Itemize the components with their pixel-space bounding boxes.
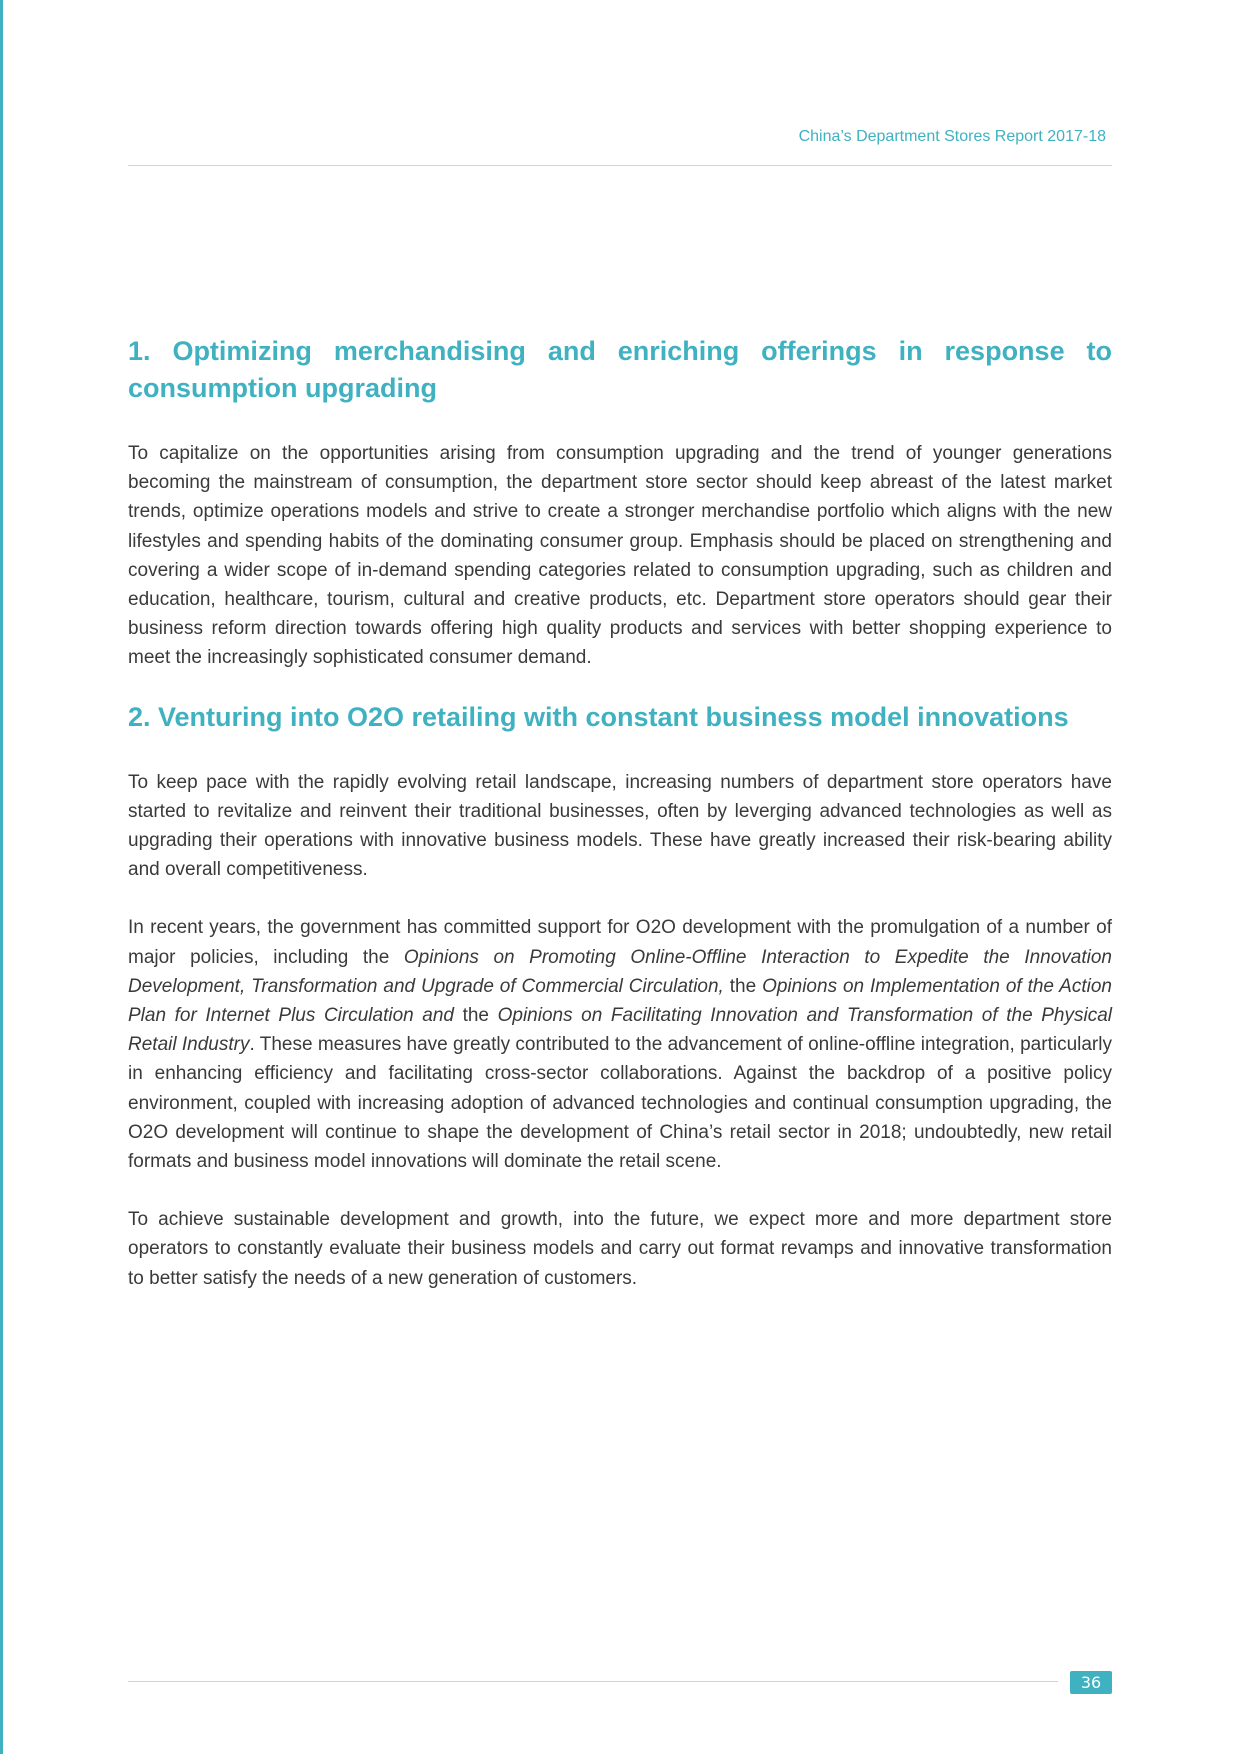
policy-paragraph-joiner-1: the: [723, 975, 763, 997]
section-1-heading: 1. Optimizing merchandising and enriching offerings in response to consumption upgrading: [128, 336, 1112, 403]
policy-title-online-offline-interaction: Opinions on Promoting Online-Offline Interaction to Expedite the Innovation Development, Transformation and Upgrade of Commercial Circulation,: [128, 946, 1112, 997]
section-2-paragraph-1: To keep pace with the rapidly evolving retail landscape, increasing numbers of department store operators have started to revitalize and reinvent their traditional businesses, often by leverging advanced technologies as well as upgrading their operations with innovative business models. These have greatly increased their risk-bearing ability and overall competitiveness.: [128, 771, 1112, 881]
section-2-heading: 2. Venturing into O2O retailing with constant business model innovations: [128, 701, 1069, 732]
policy-title-physical-retail-innovation: Opinions on Facilitating Innovation and Transformation of the Physical Retail Industry: [128, 1005, 1112, 1056]
page-edge-accent-bar: [0, 0, 3, 1754]
policy-paragraph-joiner-2: the: [454, 1005, 498, 1027]
header-divider: [128, 165, 1112, 166]
running-header-title: China’s Department Stores Report 2017-18: [798, 128, 1106, 145]
policy-title-internet-plus-circulation: Opinions on Implementation of the Action Plan for Internet Plus Circulation and: [128, 975, 1112, 1027]
page-number-badge: 36: [1070, 1671, 1112, 1694]
section-2-policy-paragraph: [128, 913, 1112, 1176]
section-2-closing-paragraph: To achieve sustainable development and growth, into the future, we expect more and more department store operators to constantly evaluate their business models and carry out format revamps and innovative transformation to better satisfy the needs of a new generation of customers.: [128, 1209, 1112, 1289]
section-1-paragraph-1: To capitalize on the opportunities arising from consumption upgrading and the trend of younger generations becoming the mainstream of consumption, the department store sector should keep abreast of the latest market trends, optimize operations models and strive to create a stronger merchandise portfolio which aligns with the new lifestyles and spending habits of the dominating consumer group. Emphasis should be placed on strengthening and covering a wider scope of in-demand spending categories related to consumption upgrading, such as children and education, healthcare, tourism, cultural and creative products, etc. Department store operators should gear their business reform direction towards offering high quality products and services with better shopping experience to meet the increasingly sophisticated consumer demand.: [128, 443, 1112, 669]
main-content: [128, 333, 1112, 1293]
policy-paragraph-intro: In recent years, the government has committed support for O2O development with the promulgation of a number of major policies, including the: [128, 917, 1112, 968]
footer-divider: [128, 1681, 1058, 1682]
policy-paragraph-outro: . These measures have greatly contributed to the advancement of online-offline integration, particularly in enhancing efficiency and facilitating cross-sector collaborations. Against the backdrop of a positive policy environment, coupled with increasing adoption of advanced technologies and continual consumption upgrading, the O2O development will continue to shape the development of China’s retail sector in 2018; undoubtedly, new retail formats and business model innovations will dominate the retail scene.: [128, 1034, 1112, 1173]
